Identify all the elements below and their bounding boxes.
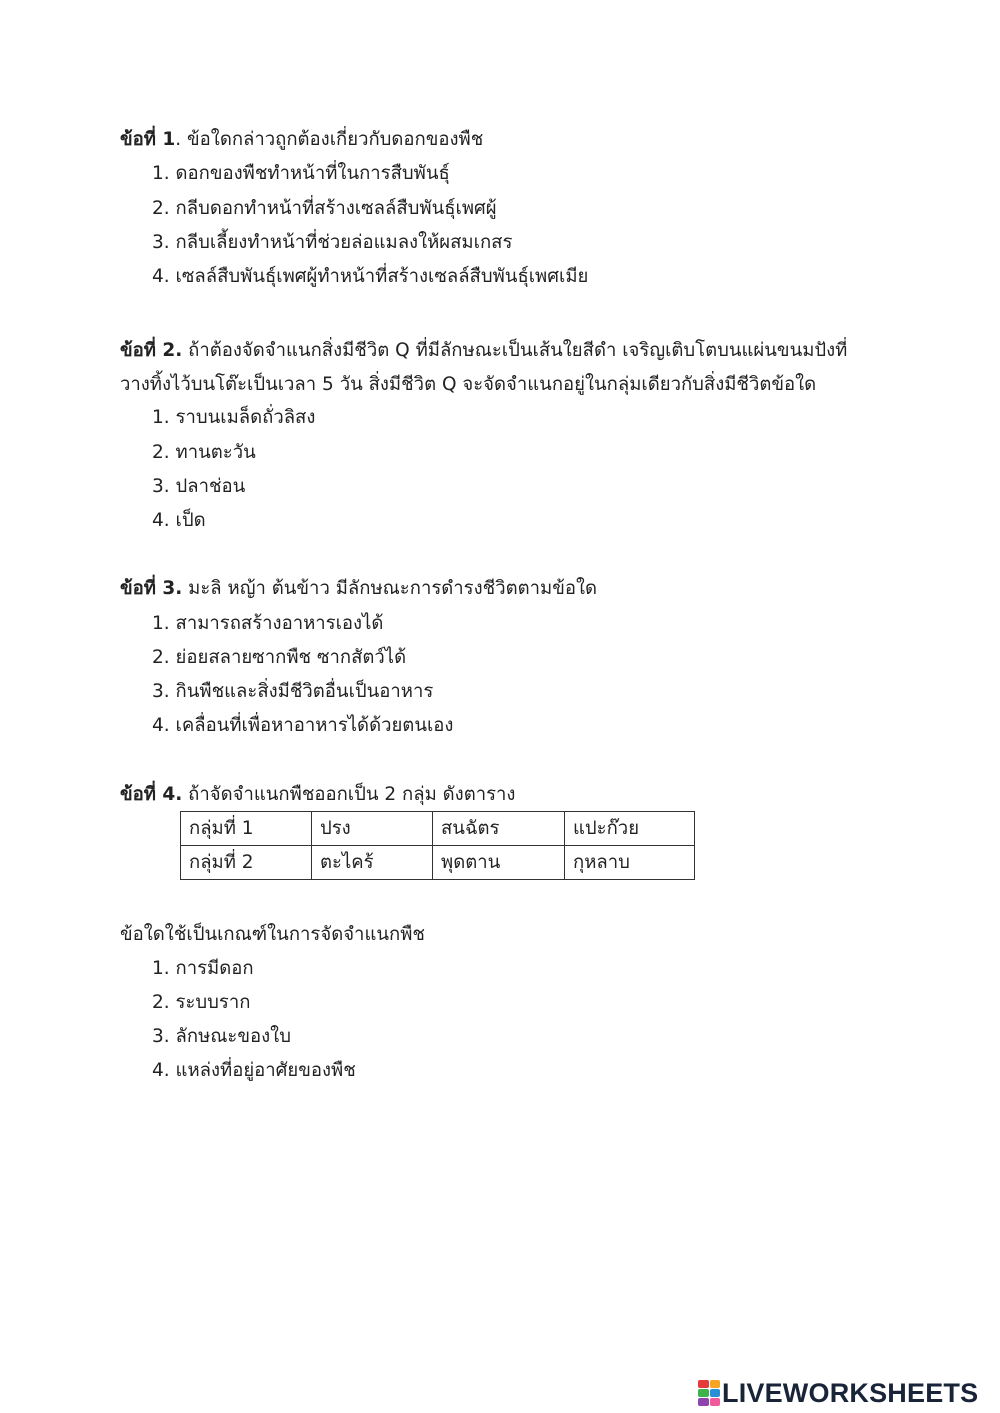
table-cell: แปะก๊วย <box>565 812 695 846</box>
table-row <box>181 812 695 846</box>
plant-groups-table <box>180 811 695 880</box>
q4-stem <box>120 782 515 808</box>
q3-option-2: 2. ย่อยสลายซากพืช ซากสัตว์ได้ <box>152 647 407 668</box>
q3-option-3: 3. กินพืชและสิ่งมีชีวิตอื่นเป็นอาหาร <box>152 681 434 702</box>
liveworksheets-logo-text: LIVEWORKSHEETS <box>722 1377 979 1408</box>
table-cell: พุดตาน <box>433 846 565 880</box>
logo-square <box>698 1398 709 1406</box>
q1-stem <box>120 127 483 153</box>
q1-option-2: 2. กลีบดอกทำหน้าที่สร้างเซลล์สืบพันธุ์เพศผู้ <box>152 198 497 219</box>
q2-option-1: 1. ราบนเมล็ดถั่วลิสง <box>152 407 316 428</box>
q2-number: ข้อที่ 2. <box>120 340 183 361</box>
logo-square <box>698 1389 709 1397</box>
q2-stem-line1 <box>120 338 847 364</box>
q4-number: ข้อที่ 4. <box>120 784 183 805</box>
logo-square <box>710 1389 721 1397</box>
q4-option-4: 4. แหล่งที่อยู่อาศัยของพืช <box>152 1060 356 1081</box>
table-row <box>181 846 695 880</box>
q4-option-2: 2. ระบบราก <box>152 992 251 1013</box>
q4-text: ถ้าจัดจำแนกพืชออกเป็น 2 กลุ่ม ดังตาราง <box>182 784 516 805</box>
q2-option-4: 4. เป็ด <box>152 510 206 531</box>
q2-option-3: 3. ปลาช่อน <box>152 476 246 497</box>
table-cell: กุหลาบ <box>565 846 695 880</box>
table-cell: กลุ่มที่ 2 <box>181 846 312 880</box>
q2-text-line1: ถ้าต้องจัดจำแนกสิ่งมีชีวิต Q ที่มีลักษณะเป็นเส้นใยสีดำ เจริญเติบโตบนแผ่นขนมปังที่ <box>182 340 848 361</box>
q3-number: ข้อที่ 3. <box>120 578 183 599</box>
q2-stem-line2: วางทิ้งไว้บนโต๊ะเป็นเวลา 5 วัน สิ่งมีชีวิต Q จะจัดจำแนกอยู่ในกลุ่มเดียวกับสิ่งมีชีวิตข้อใด <box>120 374 817 395</box>
table-cell: กลุ่มที่ 1 <box>181 812 312 846</box>
q1-option-4: 4. เซลล์สืบพันธุ์เพศผู้ทำหน้าที่สร้างเซลล์สืบพันธุ์เพศเมีย <box>152 266 589 287</box>
q4-option-1: 1. การมีดอก <box>152 958 254 979</box>
logo-square <box>698 1380 709 1388</box>
liveworksheets-logo-icon <box>698 1380 720 1406</box>
q3-stem <box>120 576 597 602</box>
q3-option-1: 1. สามารถสร้างอาหารเองได้ <box>152 613 384 634</box>
q1-number: ข้อที่ 1 <box>120 129 176 150</box>
q1-option-3: 3. กลีบเลี้ยงทำหน้าที่ช่วยล่อแมลงให้ผสมเกสร <box>152 232 513 253</box>
logo-square <box>710 1380 721 1388</box>
logo-square <box>710 1398 721 1406</box>
q1-text: . ข้อใดกล่าวถูกต้องเกี่ยวกับดอกของพืช <box>175 129 484 150</box>
q3-text: มะลิ หญ้า ต้นข้าว มีลักษณะการดำรงชีวิตตามข้อใด <box>182 578 598 599</box>
q4-prompt: ข้อใดใช้เป็นเกณฑ์ในการจัดจำแนกพืช <box>120 924 425 945</box>
q2-option-2: 2. ทานตะวัน <box>152 442 256 463</box>
q1-option-1: 1. ดอกของพืชทำหน้าที่ในการสืบพันธุ์ <box>152 163 450 184</box>
table-cell: สนฉัตร <box>433 812 565 846</box>
q4-option-3: 3. ลักษณะของใบ <box>152 1026 291 1047</box>
table-cell: ปรง <box>312 812 433 846</box>
q3-option-4: 4. เคลื่อนที่เพื่อหาอาหารได้ด้วยตนเอง <box>152 715 454 736</box>
liveworksheets-logo <box>698 1378 978 1408</box>
table-cell: ตะไคร้ <box>312 846 433 880</box>
